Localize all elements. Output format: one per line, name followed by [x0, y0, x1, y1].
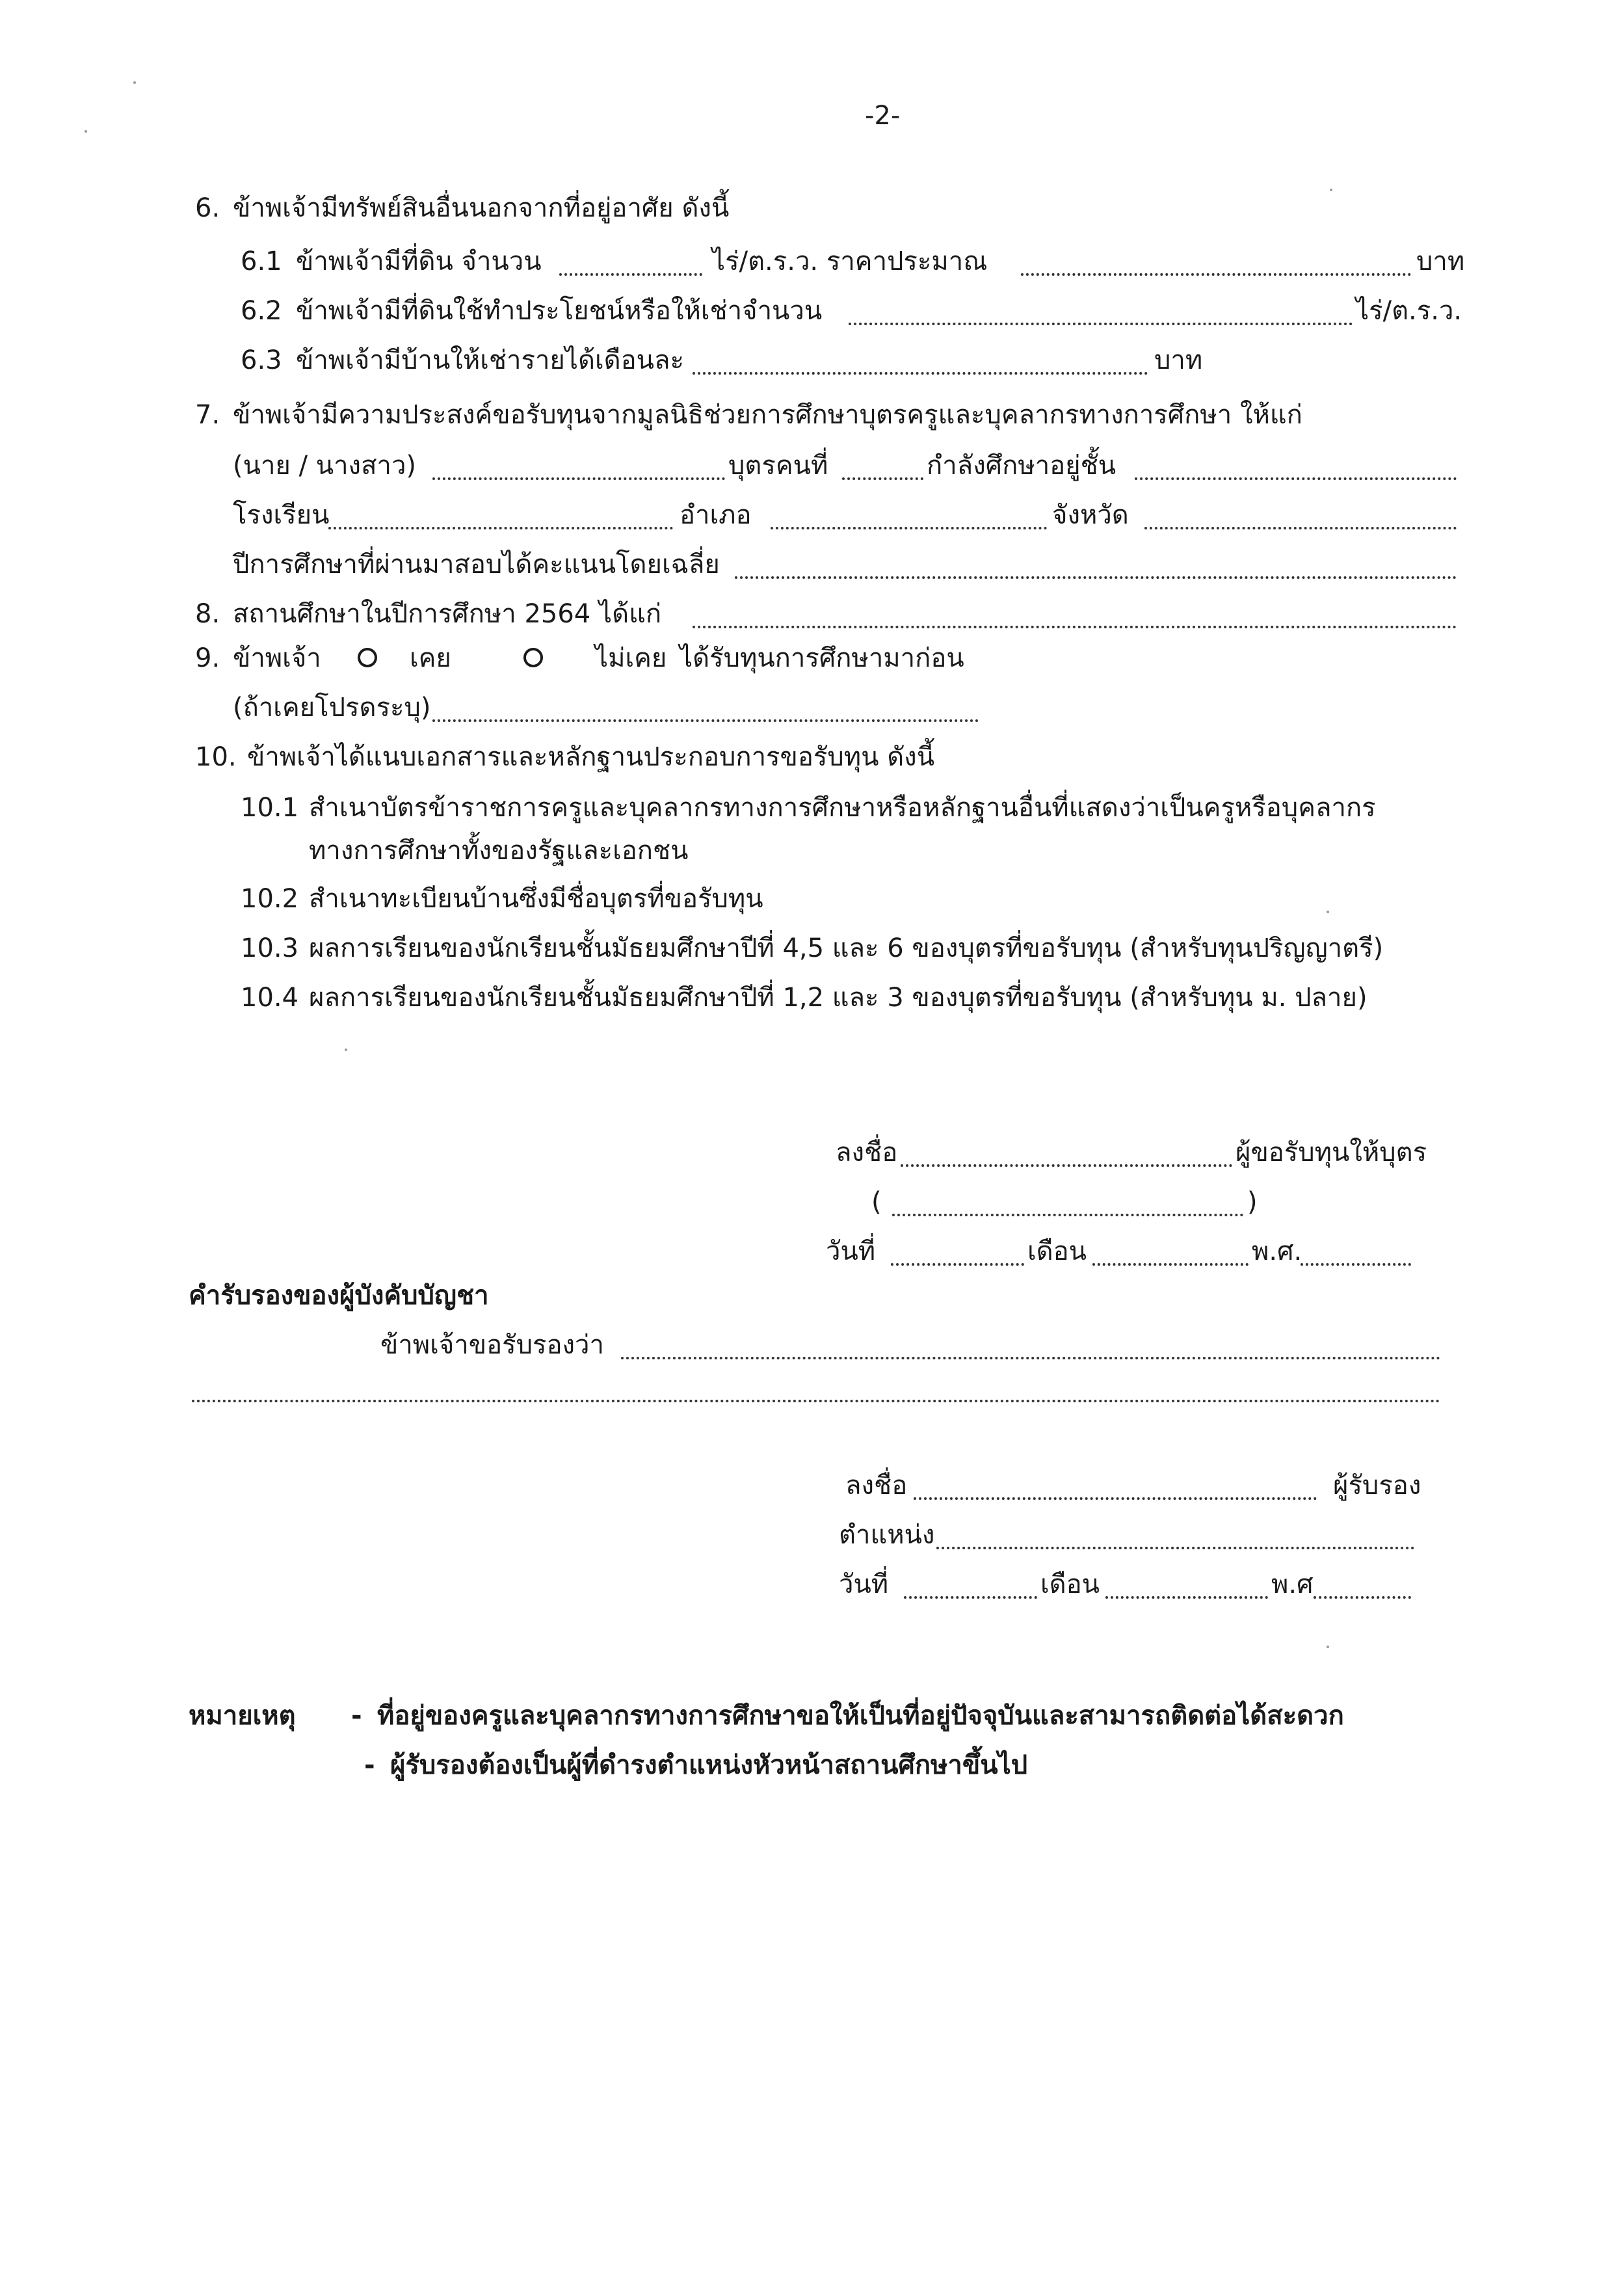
item-9-specify-label: (ถ้าเคยโปรดระบุ) [233, 693, 431, 723]
scan-speck [1327, 1646, 1329, 1648]
previous-scholarship-field[interactable] [432, 719, 979, 722]
land-area-field[interactable] [559, 273, 702, 276]
item-10-number: 10. [195, 742, 237, 772]
land-price-field[interactable] [1021, 273, 1411, 276]
certifier-month-field[interactable] [1105, 1596, 1268, 1599]
scan-speck [1327, 911, 1329, 913]
house-rent-income-field[interactable] [693, 372, 1148, 375]
certifier-role: ผู้รับรอง [1333, 1471, 1421, 1501]
item-6-1-number: 6.1 [241, 247, 282, 276]
item-6-text: ข้าพเจ้ามีทรัพย์สินอื่นนอกจากที่อยู่อาศัย ดังนี้ [233, 193, 730, 223]
item-9-option-no: ไม่เคย [595, 643, 667, 673]
child-order-field[interactable] [842, 477, 923, 480]
item-7-grade-label: กำลังศึกษาอยู่ชั้น [927, 451, 1117, 481]
item-7-school-label: โรงเรียน [233, 500, 330, 530]
certifier-year-field[interactable] [1314, 1596, 1411, 1599]
item-6-2-label: ข้าพเจ้ามีที่ดินใช้ทำประโยชน์หรือให้เช่าจำนวน [296, 296, 823, 326]
item-7-district-label: อำเภอ [680, 500, 752, 530]
item-6-1-label: ข้าพเจ้ามีที่ดิน จำนวน [296, 247, 542, 276]
item-9-label: ข้าพเจ้า [233, 643, 321, 673]
item-6-1-unit: ไร่/ต.ร.ว. ราคาประมาณ [712, 247, 988, 276]
applicant-date-label: วันที่ [826, 1236, 876, 1266]
applicant-month-field[interactable] [1092, 1263, 1249, 1266]
institution-field[interactable] [693, 626, 1457, 628]
certification-statement-label: ข้าพเจ้าขอรับรองว่า [380, 1330, 604, 1360]
certifier-position-field[interactable] [936, 1547, 1414, 1549]
item-7-text: ข้าพเจ้ามีความประสงค์ขอรับทุนจากมูลนิธิช่วยการศึกษาบุตรครูและบุคลากรทางการศึกษา ให้แก่ [233, 400, 1302, 430]
rental-land-area-field[interactable] [849, 323, 1353, 325]
note-2-dash: - [364, 1750, 375, 1780]
applicant-printed-name-field[interactable] [892, 1214, 1243, 1216]
item-10-3-text: ผลการเรียนของนักเรียนชั้นมัธยมศึกษาปีที่ 4,5 และ 6 ของบุตรที่ขอรับทุน (สำหรับทุนปริญญาตรี) [309, 933, 1384, 963]
never-received-radio[interactable] [523, 648, 543, 667]
applicant-year-label: พ.ศ. [1252, 1236, 1302, 1266]
item-6-number: 6. [195, 193, 220, 223]
item-10-3-number: 10.3 [241, 933, 299, 963]
item-6-3-number: 6.3 [241, 345, 282, 375]
received-before-radio[interactable] [358, 648, 377, 667]
item-6-2-unit: ไร่/ต.ร.ว. [1356, 296, 1462, 326]
item-10-1-text-cont: ทางการศึกษาทั้งของรัฐและเอกชน [309, 836, 689, 866]
page-number: -2- [865, 101, 901, 131]
note-2-text: ผู้รับรองต้องเป็นผู้ที่ดำรงตำแหน่งหัวหน้าสถานศึกษาขึ้นไป [390, 1750, 1028, 1780]
item-10-1-text: สำเนาบัตรข้าราชการครูและบุคลากรทางการศึกษาหรือหลักฐานอื่นที่แสดงว่าเป็นครูหรือบุคลากร [309, 793, 1376, 823]
item-10-2-number: 10.2 [241, 884, 299, 914]
grade-field[interactable] [1135, 477, 1457, 480]
item-8-number: 8. [195, 599, 220, 629]
item-6-1-currency: บาท [1416, 247, 1465, 276]
scan-speck [133, 81, 136, 84]
applicant-month-label: เดือน [1027, 1236, 1087, 1266]
certifier-signature-field[interactable] [914, 1497, 1317, 1500]
applicant-sign-label: ลงชื่อ [836, 1138, 898, 1168]
note-1-dash: - [351, 1701, 362, 1731]
child-name-field[interactable] [432, 477, 725, 480]
scan-speck [85, 130, 87, 133]
item-7-gpa-label: ปีการศึกษาที่ผ่านมาสอบได้คะแนนโดยเฉลี่ย [233, 550, 720, 580]
applicant-year-field[interactable] [1301, 1263, 1411, 1266]
applicant-name-open-paren: ( [871, 1187, 882, 1217]
note-1-text: ที่อยู่ของครูและบุคลากรทางการศึกษาขอให้เป็นที่อยู่ปัจจุบันและสามารถติดต่อได้สะดวก [377, 1701, 1344, 1731]
item-6-3-label: ข้าพเจ้ามีบ้านให้เช่ารายได้เดือนละ [296, 345, 684, 375]
certifier-day-field[interactable] [904, 1596, 1037, 1599]
note-label: หมายเหตุ [189, 1701, 296, 1731]
certification-statement-field-line-2[interactable] [192, 1400, 1440, 1402]
gpa-field[interactable] [735, 576, 1457, 579]
item-10-4-text: ผลการเรียนของนักเรียนชั้นมัธยมศึกษาปีที่ 1,2 และ 3 ของบุตรที่ขอรับทุน (สำหรับทุน ม. ปลาย) [309, 983, 1368, 1013]
applicant-name-close-paren: ) [1247, 1187, 1258, 1217]
scan-speck [345, 1048, 347, 1051]
certifier-year-label: พ.ศ [1271, 1569, 1314, 1599]
certifier-date-label: วันที่ [839, 1569, 889, 1599]
item-6-2-number: 6.2 [241, 296, 282, 326]
item-9-option-yes: เคย [410, 643, 451, 673]
item-6-3-unit: บาท [1154, 345, 1203, 375]
certifier-sign-label: ลงชื่อ [845, 1471, 908, 1501]
school-field[interactable] [328, 527, 673, 529]
district-field[interactable] [771, 527, 1047, 529]
province-field[interactable] [1144, 527, 1457, 529]
scan-speck [1330, 189, 1332, 191]
item-10-1-number: 10.1 [241, 793, 299, 823]
certifier-position-label: ตำแหน่ง [839, 1520, 935, 1550]
item-7-title-label: (นาย / นางสาว) [233, 451, 417, 481]
item-7-province-label: จังหวัด [1052, 500, 1129, 530]
applicant-day-field[interactable] [891, 1263, 1024, 1266]
certification-heading: คำรับรองของผู้บังคับบัญชา [189, 1281, 489, 1311]
item-10-2-text: สำเนาทะเบียนบ้านซึ่งมีชื่อบุตรที่ขอรับทุน [309, 884, 763, 914]
item-10-text: ข้าพเจ้าได้แนบเอกสารและหลักฐานประกอบการขอรับทุน ดังนี้ [247, 742, 935, 772]
item-10-4-number: 10.4 [241, 983, 299, 1013]
certifier-month-label: เดือน [1040, 1569, 1100, 1599]
certification-statement-field[interactable] [621, 1357, 1440, 1359]
item-9-number: 9. [195, 643, 220, 673]
applicant-signature-field[interactable] [901, 1164, 1232, 1167]
applicant-role: ผู้ขอรับทุนให้บุตร [1235, 1138, 1427, 1168]
item-9-suffix: ได้รับทุนการศึกษามาก่อน [680, 643, 964, 673]
item-7-number: 7. [195, 400, 220, 430]
item-7-child-order-label: บุตรคนที่ [728, 451, 828, 481]
item-8-text: สถานศึกษาในปีการศึกษา 2564 ได้แก่ [233, 599, 662, 629]
